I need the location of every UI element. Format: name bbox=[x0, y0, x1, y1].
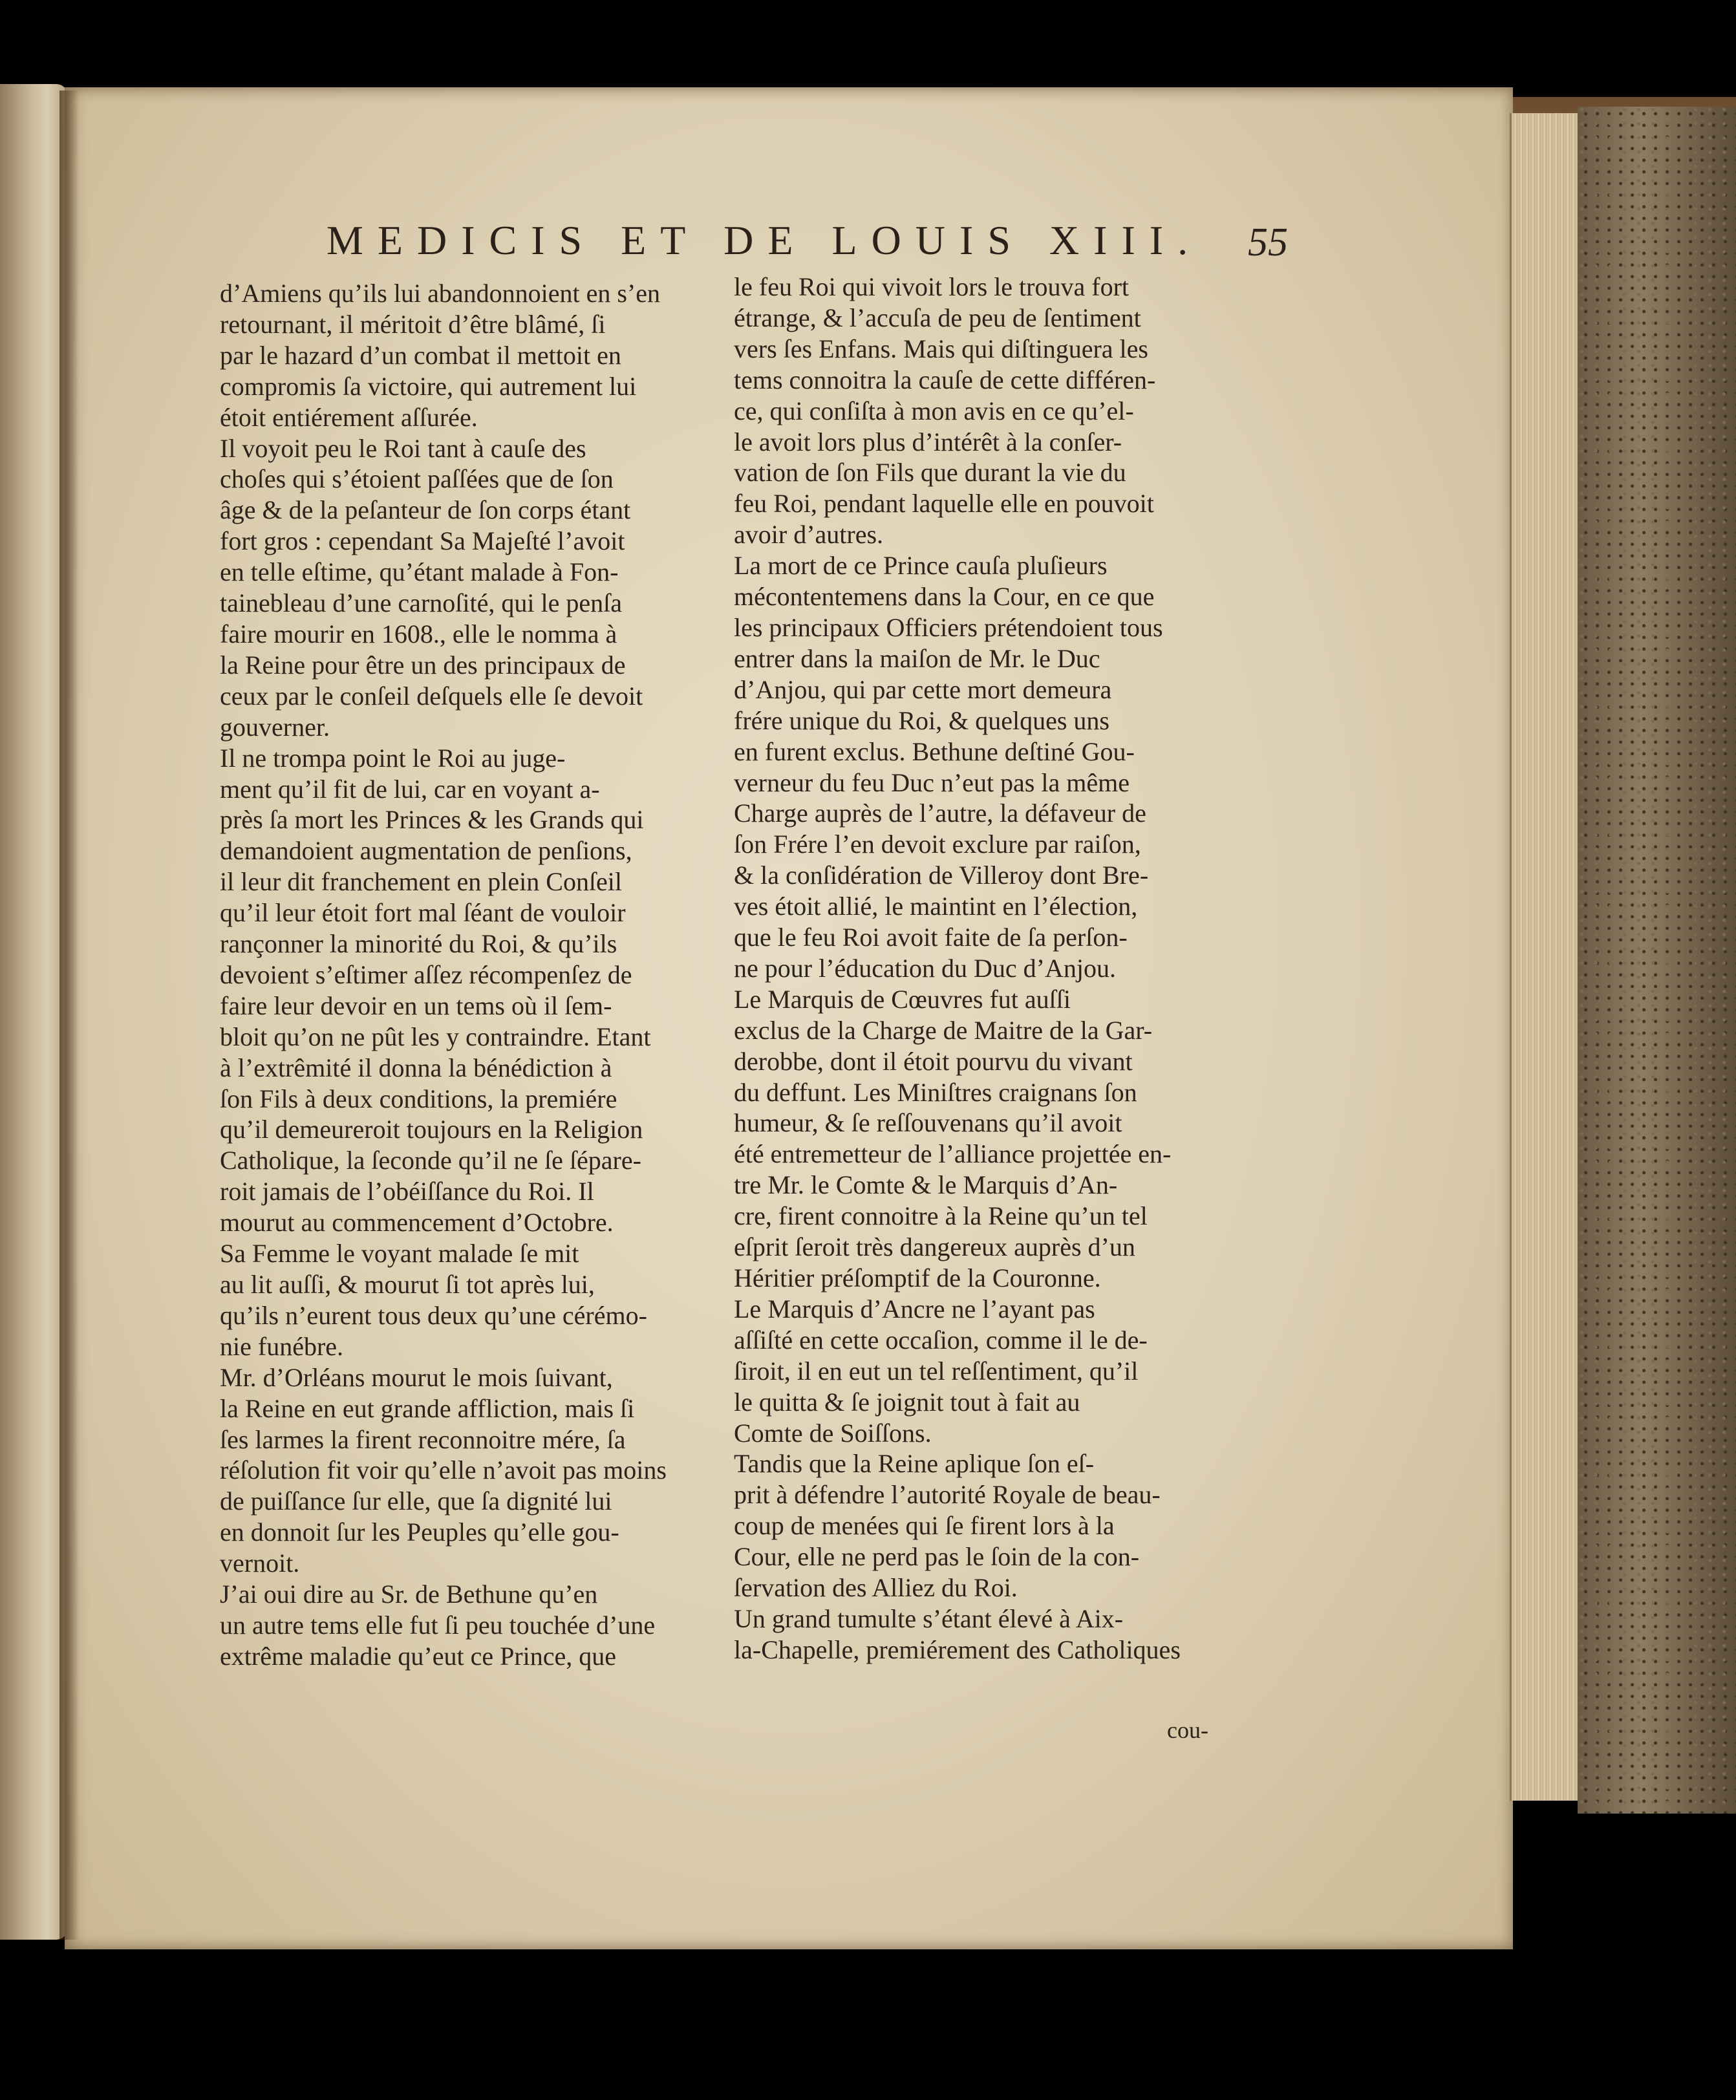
text-line: le feu Roi qui vivoit lors le trouva fort bbox=[734, 272, 1129, 301]
text-line: en telle eſtime, qu’étant malade à Fon- bbox=[220, 557, 619, 587]
text-line: de puiſſance ſur elle, que ſa dignité lui bbox=[220, 1486, 612, 1516]
text-line: le quitta & ſe joignit tout à fait au bbox=[734, 1387, 1080, 1417]
text-line: Héritier préſomptif de la Couronne. bbox=[734, 1263, 1101, 1292]
book-cover bbox=[1578, 107, 1736, 1814]
page-fore-edge bbox=[1510, 113, 1583, 1801]
text-line: gouverner. bbox=[220, 712, 330, 742]
text-line: & la conſidération de Villeroy dont Bre- bbox=[734, 861, 1149, 890]
page-number: 55 bbox=[1248, 220, 1288, 264]
text-line: verneur du feu Duc n’eut pas la même bbox=[734, 767, 1130, 797]
text-line: la Reine en eut grande affliction, mais ſi bbox=[220, 1393, 635, 1423]
text-line: Le Marquis d’Ancre ne l’ayant pas bbox=[734, 1294, 1095, 1323]
text-line: feu Roi, pendant laquelle elle en pouvoit bbox=[734, 489, 1154, 519]
text-line: bloit qu’on ne pût les y contraindre. Etant bbox=[220, 1022, 651, 1051]
text-line: d’Amiens qu’ils lui abandonnoient en s’en bbox=[220, 279, 660, 308]
text-line: étoit entiérement aſſurée. bbox=[220, 402, 478, 432]
text-line: retournant, il méritoit d’être blâmé, ſi bbox=[220, 309, 606, 339]
text-line: humeur, & ſe reſſouvenans qu’il avoit bbox=[734, 1108, 1122, 1138]
text-line: près ſa mort les Princes & les Grands qui bbox=[220, 805, 644, 835]
text-line: au lit auſſi, & mourut ſi tot après lui, bbox=[220, 1270, 595, 1299]
text-line: il leur dit franchement en plein Conſeil bbox=[220, 867, 623, 897]
text-line: Mr. d’Orléans mourut le mois ſuivant, bbox=[220, 1362, 613, 1392]
text-line: Charge auprès de l’autre, la défaveur de bbox=[734, 798, 1146, 828]
text-line: qu’ils n’eurent tous deux qu’une cérémo- bbox=[220, 1300, 647, 1330]
left-text-column bbox=[220, 278, 724, 1672]
running-head: MEDICIS ET DE LOUIS XIII. bbox=[327, 217, 1203, 263]
text-line: devoient s’eſtimer aſſez récompenſez de bbox=[220, 959, 632, 989]
text-line: en furent exclus. Bethune deſtiné Gou- bbox=[734, 736, 1135, 766]
text-line: Un grand tumulte s’étant élevé à Aix- bbox=[734, 1603, 1124, 1633]
text-line: ſon Fils à deux conditions, la premiére bbox=[220, 1084, 617, 1113]
text-line: tre Mr. le Comte & le Marquis d’An- bbox=[734, 1170, 1118, 1200]
text-line: frére unique du Roi, & quelques uns bbox=[734, 705, 1109, 735]
text-line: Tandis que la Reine aplique ſon eſ- bbox=[734, 1449, 1095, 1479]
text-line: en donnoit ſur les Peuples qu’elle gou- bbox=[220, 1517, 619, 1547]
text-line: par le hazard d’un combat il mettoit en bbox=[220, 340, 621, 370]
text-line: ſes larmes la firent reconnoitre mére, ſa bbox=[220, 1424, 626, 1454]
text-line: cre, firent connoitre à la Reine qu’un tel bbox=[734, 1201, 1148, 1231]
text-line: aſſiſté en cette occaſion, comme il le de- bbox=[734, 1325, 1148, 1355]
text-line: ceux par le conſeil deſquels elle ſe devoit bbox=[220, 681, 643, 711]
text-line: ne pour l’éducation du Duc d’Anjou. bbox=[734, 953, 1116, 983]
text-line: tainebleau d’une carnoſité, qui le penſa bbox=[220, 588, 622, 618]
text-line: eſprit ſeroit très dangereux auprès d’un bbox=[734, 1232, 1135, 1262]
text-line: d’Anjou, qui par cette mort demeura bbox=[734, 674, 1112, 704]
text-line: du deffunt. Les Miniſtres craignans ſon bbox=[734, 1077, 1137, 1107]
spine-shadow bbox=[59, 91, 79, 1940]
right-text-column bbox=[734, 272, 1251, 1666]
text-line: été entremetteur de l’alliance projettée en- bbox=[734, 1139, 1172, 1169]
text-line: prit à défendre l’autorité Royale de beau- bbox=[734, 1480, 1161, 1510]
text-line: vernoit. bbox=[220, 1548, 300, 1578]
text-line: Catholique, la ſeconde qu’il ne ſe ſépare- bbox=[220, 1146, 641, 1175]
text-line: rançonner la minorité du Roi, & qu’ils bbox=[220, 929, 617, 959]
text-line: ce, qui conſiſta à mon avis en ce qu’el- bbox=[734, 396, 1134, 425]
text-line: ſervation des Alliez du Roi. bbox=[734, 1573, 1018, 1603]
text-line: J’ai oui dire au Sr. de Bethune qu’en bbox=[220, 1580, 598, 1609]
text-line: La mort de ce Prince cauſa pluſieurs bbox=[734, 551, 1108, 581]
text-line: faire mourir en 1608., elle le nomma à bbox=[220, 619, 617, 648]
text-line: ves étoit allié, le maintint en l’élection, bbox=[734, 892, 1138, 921]
catchword: cou- bbox=[1167, 1717, 1208, 1743]
text-line: tems connoitra la cauſe de cette différen- bbox=[734, 365, 1156, 394]
text-line: qu’il demeureroit toujours en la Religion bbox=[220, 1115, 643, 1144]
text-line: ment qu’il fit de lui, car en voyant a- bbox=[220, 774, 600, 804]
left-page-edge bbox=[0, 84, 68, 1940]
text-line: choſes qui s’étoient paſſées que de ſon bbox=[220, 464, 614, 494]
text-line: un autre tems elle fut ſi peu touchée d’une bbox=[220, 1610, 656, 1640]
text-line: Il ne trompa point le Roi au juge- bbox=[220, 743, 566, 773]
text-line: vers ſes Enfans. Mais qui diſtinguera les bbox=[734, 334, 1148, 363]
text-line: le avoit lors plus d’intérêt à la conſer- bbox=[734, 427, 1122, 456]
text-line: avoir d’autres. bbox=[734, 520, 884, 550]
text-line: âge & de la peſanteur de ſon corps étant bbox=[220, 495, 631, 525]
text-line: Sa Femme le voyant malade ſe mit bbox=[220, 1239, 579, 1269]
text-line: entrer dans la maiſon de Mr. le Duc bbox=[734, 643, 1100, 673]
text-line: mourut au commencement d’Octobre. bbox=[220, 1208, 614, 1238]
text-line: Il voyoit peu le Roi tant à cauſe des bbox=[220, 433, 586, 463]
text-line: fort gros : cependant Sa Majeſté l’avoit bbox=[220, 526, 625, 556]
text-line: exclus de la Charge de Maitre de la Gar- bbox=[734, 1015, 1153, 1045]
text-line: coup de menées qui ſe firent lors à la bbox=[734, 1511, 1115, 1541]
text-line: vation de ſon Fils que durant la vie du bbox=[734, 458, 1126, 488]
text-line: à l’extrêmité il donna la bénédiction à bbox=[220, 1053, 612, 1082]
text-line: nie funébre. bbox=[220, 1331, 344, 1361]
text-line: qu’il leur étoit fort mal ſéant de vouloir bbox=[220, 898, 626, 928]
text-line: les principaux Officiers prétendoient tous bbox=[734, 612, 1163, 642]
text-line: la-Chapelle, premiérement des Catholiques bbox=[734, 1634, 1181, 1664]
text-line: ſon Frére l’en devoit exclure par raiſon, bbox=[734, 830, 1141, 859]
text-line: faire leur devoir en un tems où il ſem- bbox=[220, 991, 612, 1020]
text-line: compromis ſa victoire, qui autrement lui bbox=[220, 371, 637, 401]
text-line: extrême maladie qu’eut ce Prince, que bbox=[220, 1641, 617, 1671]
text-line: réſolution fit voir qu’elle n’avoit pas moins bbox=[220, 1455, 667, 1485]
text-line: étrange, & l’accuſa de peu de ſentiment bbox=[734, 303, 1141, 332]
text-line: roit jamais de l’obéiſſance du Roi. Il bbox=[220, 1177, 594, 1206]
text-line: Comte de Soiſſons. bbox=[734, 1418, 932, 1448]
text-line: derobbe, dont il étoit pourvu du vivant bbox=[734, 1046, 1133, 1076]
text-line: mécontentemens dans la Cour, en ce que bbox=[734, 582, 1155, 612]
text-line: Cour, elle ne perd pas le ſoin de la con- bbox=[734, 1542, 1140, 1572]
text-line: ſiroit, il en eut un tel reſſentiment, qu’il bbox=[734, 1356, 1139, 1386]
text-line: demandoient augmentation de penſions, bbox=[220, 836, 632, 866]
text-line: Le Marquis de Cœuvres fut auſſi bbox=[734, 984, 1071, 1014]
text-line: la Reine pour être un des principaux de bbox=[220, 650, 626, 680]
text-line: que le feu Roi avoit faite de ſa perſon- bbox=[734, 923, 1128, 952]
